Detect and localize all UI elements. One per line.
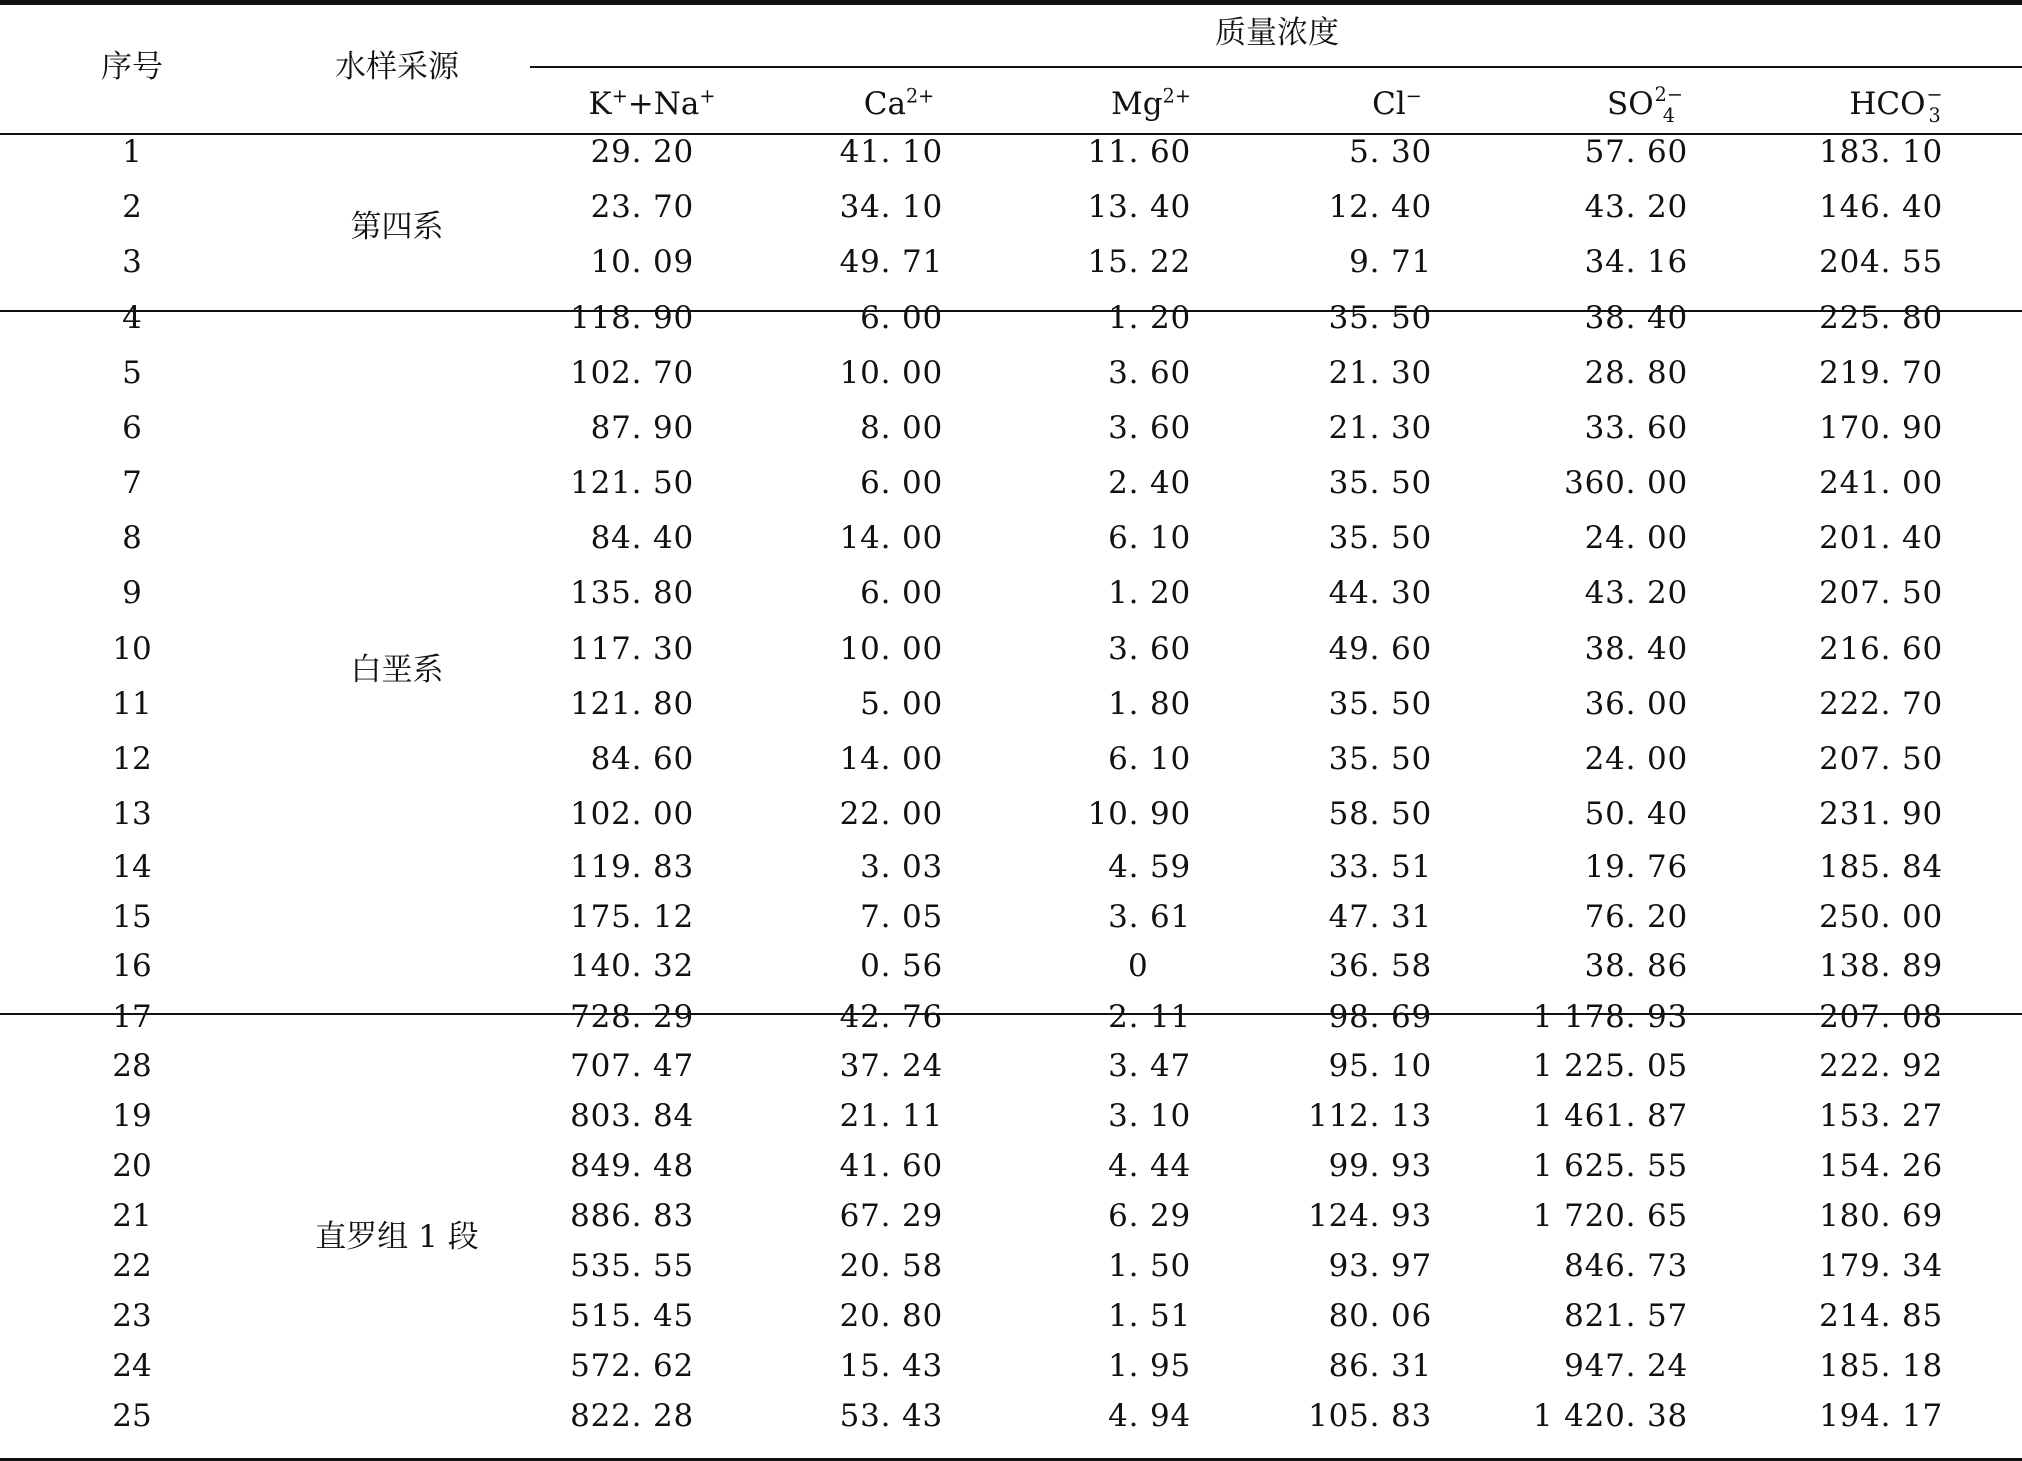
table-cell: 124. 93 bbox=[1308, 1198, 1432, 1234]
table-cell: 1 461. 87 bbox=[1532, 1098, 1688, 1134]
row-number: 28 bbox=[112, 1048, 152, 1084]
row-number: 1 bbox=[122, 134, 142, 170]
table-cell: 20. 80 bbox=[839, 1298, 943, 1334]
row-number: 6 bbox=[122, 410, 142, 446]
table-cell: 3. 60 bbox=[1108, 631, 1191, 667]
table-cell: 24. 00 bbox=[1584, 741, 1688, 777]
table-top-rule bbox=[0, 0, 2022, 5]
table-cell: 34. 10 bbox=[839, 189, 943, 225]
table-cell: 3. 47 bbox=[1108, 1048, 1191, 1084]
table-cell: 41. 10 bbox=[839, 134, 943, 170]
table-cell: 21. 30 bbox=[1328, 410, 1432, 446]
table-cell: 219. 70 bbox=[1819, 355, 1943, 391]
table-cell: 822. 28 bbox=[570, 1398, 694, 1434]
header-ion-k-na: K++Na+ bbox=[588, 84, 716, 122]
table-cell: 207. 50 bbox=[1819, 575, 1943, 611]
table-cell: 24. 00 bbox=[1584, 520, 1688, 556]
row-number: 3 bbox=[122, 244, 142, 280]
table-cell: 13. 40 bbox=[1087, 189, 1191, 225]
table-cell: 102. 70 bbox=[570, 355, 694, 391]
table-cell: 10. 09 bbox=[590, 244, 694, 280]
table-cell: 7. 05 bbox=[860, 899, 943, 935]
group-label-cretaceous: 白垩系 bbox=[350, 652, 444, 688]
table-cell: 3. 61 bbox=[1108, 899, 1191, 935]
table-cell: 93. 97 bbox=[1328, 1248, 1432, 1284]
table-cell: 49. 60 bbox=[1328, 631, 1432, 667]
header-mass-concentration: 质量浓度 bbox=[1215, 15, 1339, 51]
table-cell: 846. 73 bbox=[1564, 1248, 1688, 1284]
table-cell: 35. 50 bbox=[1328, 465, 1432, 501]
table-cell: 38. 86 bbox=[1584, 948, 1688, 984]
table-cell: 121. 50 bbox=[570, 465, 694, 501]
table-cell: 105. 83 bbox=[1308, 1398, 1432, 1434]
row-number: 4 bbox=[122, 300, 142, 336]
table-cell: 43. 20 bbox=[1584, 189, 1688, 225]
table-cell: 112. 13 bbox=[1308, 1098, 1432, 1134]
table-cell: 1. 95 bbox=[1108, 1348, 1191, 1384]
table-cell: 572. 62 bbox=[570, 1348, 694, 1384]
table-cell: 3. 60 bbox=[1108, 355, 1191, 391]
table-cell: 250. 00 bbox=[1819, 899, 1943, 935]
table-cell: 515. 45 bbox=[570, 1298, 694, 1334]
table-cell: 41. 60 bbox=[839, 1148, 943, 1184]
group-divider-1 bbox=[0, 310, 2022, 312]
table-cell: 175. 12 bbox=[570, 899, 694, 935]
row-number: 17 bbox=[112, 999, 152, 1035]
table-cell: 10. 90 bbox=[1087, 796, 1191, 832]
table-cell: 214. 85 bbox=[1819, 1298, 1943, 1334]
table-cell: 194. 17 bbox=[1819, 1398, 1943, 1434]
table-cell: 6. 00 bbox=[860, 575, 943, 611]
table-cell: 3. 60 bbox=[1108, 410, 1191, 446]
table-cell: 67. 29 bbox=[839, 1198, 943, 1234]
table-cell: 138. 89 bbox=[1819, 948, 1943, 984]
table-cell: 1. 80 bbox=[1108, 686, 1191, 722]
table-cell: 185. 84 bbox=[1819, 849, 1943, 885]
table-cell: 225. 80 bbox=[1819, 300, 1943, 336]
table-cell: 121. 80 bbox=[570, 686, 694, 722]
table-cell: 98. 69 bbox=[1328, 999, 1432, 1035]
row-number: 10 bbox=[112, 631, 152, 667]
table-cell: 241. 00 bbox=[1819, 465, 1943, 501]
header-ion-ca: $Ca^{2+}$ bbox=[863, 84, 935, 122]
table-cell: 36. 58 bbox=[1328, 948, 1432, 984]
header-subgroup-rule bbox=[530, 66, 2022, 68]
row-number: 16 bbox=[112, 948, 152, 984]
table-cell: 2. 40 bbox=[1108, 465, 1191, 501]
table-cell: 183. 10 bbox=[1819, 134, 1943, 170]
table-cell: 140. 32 bbox=[570, 948, 694, 984]
table-cell: 216. 60 bbox=[1819, 631, 1943, 667]
row-number: 5 bbox=[122, 355, 142, 391]
table-cell: 185. 18 bbox=[1819, 1348, 1943, 1384]
table-cell: 102. 00 bbox=[570, 796, 694, 832]
table-cell: 0 bbox=[1128, 948, 1149, 984]
header-ion-mg: $Mg^{2+}$ bbox=[1111, 84, 1191, 122]
table-cell: 6. 00 bbox=[860, 300, 943, 336]
table-cell: 34. 16 bbox=[1584, 244, 1688, 280]
table-cell: 6. 29 bbox=[1108, 1198, 1191, 1234]
row-number: 23 bbox=[112, 1298, 152, 1334]
table-cell: 1. 51 bbox=[1108, 1298, 1191, 1334]
table-cell: 1 178. 93 bbox=[1532, 999, 1688, 1035]
table-cell: 1 720. 65 bbox=[1532, 1198, 1688, 1234]
table-cell: 5. 30 bbox=[1349, 134, 1432, 170]
table-cell: 1 225. 05 bbox=[1532, 1048, 1688, 1084]
table-cell: 12. 40 bbox=[1328, 189, 1432, 225]
table-cell: 11. 60 bbox=[1087, 134, 1191, 170]
table-cell: 9. 71 bbox=[1349, 244, 1432, 280]
row-number: 11 bbox=[112, 686, 152, 722]
group-label-quaternary: 第四系 bbox=[350, 209, 444, 245]
table-cell: 1 420. 38 bbox=[1532, 1398, 1688, 1434]
table-cell: 201. 40 bbox=[1819, 520, 1943, 556]
row-number: 25 bbox=[112, 1398, 152, 1434]
table-cell: 170. 90 bbox=[1819, 410, 1943, 446]
table-cell: 1. 20 bbox=[1108, 300, 1191, 336]
table-cell: 87. 90 bbox=[590, 410, 694, 446]
table-cell: 43. 20 bbox=[1584, 575, 1688, 611]
table-cell: 204. 55 bbox=[1819, 244, 1943, 280]
table-cell: 1 625. 55 bbox=[1532, 1148, 1688, 1184]
header-ion-cl: Cl− bbox=[1372, 84, 1422, 122]
table-cell: 1. 20 bbox=[1108, 575, 1191, 611]
table-cell: 50. 40 bbox=[1584, 796, 1688, 832]
table-cell: 95. 10 bbox=[1328, 1048, 1432, 1084]
table-cell: 153. 27 bbox=[1819, 1098, 1943, 1134]
table-cell: 4. 94 bbox=[1108, 1398, 1191, 1434]
table-cell: 6. 10 bbox=[1108, 741, 1191, 777]
header-seq: 序号 bbox=[101, 49, 163, 85]
header-bottom-rule bbox=[0, 133, 2022, 135]
table-cell: 47. 31 bbox=[1328, 899, 1432, 935]
table-cell: 15. 43 bbox=[839, 1348, 943, 1384]
table-cell: 803. 84 bbox=[570, 1098, 694, 1134]
table-cell: 535. 55 bbox=[570, 1248, 694, 1284]
table-cell: 35. 50 bbox=[1328, 741, 1432, 777]
table-cell: 6. 10 bbox=[1108, 520, 1191, 556]
table-cell: 707. 47 bbox=[570, 1048, 694, 1084]
table-cell: 3. 03 bbox=[860, 849, 943, 885]
table-cell: 146. 40 bbox=[1819, 189, 1943, 225]
row-number: 7 bbox=[122, 465, 142, 501]
table-cell: 5. 00 bbox=[860, 686, 943, 722]
table-cell: 29. 20 bbox=[590, 134, 694, 170]
table-cell: 33. 60 bbox=[1584, 410, 1688, 446]
table-cell: 3. 10 bbox=[1108, 1098, 1191, 1134]
table-cell: 118. 90 bbox=[570, 300, 694, 336]
row-number: 15 bbox=[112, 899, 152, 935]
table-cell: 35. 50 bbox=[1328, 520, 1432, 556]
table-cell: 231. 90 bbox=[1819, 796, 1943, 832]
table-cell: 180. 69 bbox=[1819, 1198, 1943, 1234]
row-number: 19 bbox=[112, 1098, 152, 1134]
row-number: 13 bbox=[112, 796, 152, 832]
header-ion-so4: SO 2− 4 bbox=[1607, 83, 1683, 127]
table-cell: 360. 00 bbox=[1564, 465, 1688, 501]
row-number: 24 bbox=[112, 1348, 152, 1384]
row-number: 21 bbox=[112, 1198, 152, 1234]
table-cell: 4. 44 bbox=[1108, 1148, 1191, 1184]
table-cell: 33. 51 bbox=[1328, 849, 1432, 885]
header-ion-hco3: HCO − 3 bbox=[1849, 83, 1943, 127]
table-cell: 222. 92 bbox=[1819, 1048, 1943, 1084]
table-cell: 947. 24 bbox=[1564, 1348, 1688, 1384]
table-cell: 86. 31 bbox=[1328, 1348, 1432, 1384]
table-cell: 4. 59 bbox=[1108, 849, 1191, 885]
table-cell: 58. 50 bbox=[1328, 796, 1432, 832]
table-cell: 99. 93 bbox=[1328, 1148, 1432, 1184]
table-cell: 28. 80 bbox=[1584, 355, 1688, 391]
table-cell: 14. 00 bbox=[839, 741, 943, 777]
table-cell: 10. 00 bbox=[839, 355, 943, 391]
table-cell: 886. 83 bbox=[570, 1198, 694, 1234]
table-cell: 53. 43 bbox=[839, 1398, 943, 1434]
table-cell: 21. 30 bbox=[1328, 355, 1432, 391]
table-cell: 14. 00 bbox=[839, 520, 943, 556]
row-number: 12 bbox=[112, 741, 152, 777]
table-cell: 8. 00 bbox=[860, 410, 943, 446]
row-number: 22 bbox=[112, 1248, 152, 1284]
table-cell: 57. 60 bbox=[1584, 134, 1688, 170]
table-cell: 42. 76 bbox=[839, 999, 943, 1035]
row-number: 2 bbox=[122, 189, 142, 225]
table-cell: 1. 50 bbox=[1108, 1248, 1191, 1284]
table-cell: 44. 30 bbox=[1328, 575, 1432, 611]
table-cell: 179. 34 bbox=[1819, 1248, 1943, 1284]
table-cell: 728. 29 bbox=[570, 999, 694, 1035]
group-label-zhiluo-1: 直罗组 1 段 bbox=[315, 1219, 479, 1255]
table-cell: 80. 06 bbox=[1328, 1298, 1432, 1334]
table-cell: 84. 40 bbox=[590, 520, 694, 556]
table-cell: 10. 00 bbox=[839, 631, 943, 667]
table-cell: 76. 20 bbox=[1584, 899, 1688, 935]
table-cell: 19. 76 bbox=[1584, 849, 1688, 885]
table-cell: 117. 30 bbox=[570, 631, 694, 667]
row-number: 20 bbox=[112, 1148, 152, 1184]
table-cell: 38. 40 bbox=[1584, 631, 1688, 667]
table-cell: 2. 11 bbox=[1108, 999, 1191, 1035]
table-cell: 35. 50 bbox=[1328, 686, 1432, 722]
table-cell: 6. 00 bbox=[860, 465, 943, 501]
table-cell: 49. 71 bbox=[839, 244, 943, 280]
row-number: 9 bbox=[122, 575, 142, 611]
table-cell: 84. 60 bbox=[590, 741, 694, 777]
table-cell: 821. 57 bbox=[1564, 1298, 1688, 1334]
table-cell: 21. 11 bbox=[839, 1098, 943, 1134]
table-cell: 119. 83 bbox=[570, 849, 694, 885]
table-cell: 15. 22 bbox=[1087, 244, 1191, 280]
table-cell: 35. 50 bbox=[1328, 300, 1432, 336]
table-cell: 0. 56 bbox=[860, 948, 943, 984]
table-cell: 23. 70 bbox=[590, 189, 694, 225]
table-cell: 207. 08 bbox=[1819, 999, 1943, 1035]
table-cell: 222. 70 bbox=[1819, 686, 1943, 722]
table-cell: 154. 26 bbox=[1819, 1148, 1943, 1184]
table-cell: 38. 40 bbox=[1584, 300, 1688, 336]
header-source: 水样采源 bbox=[335, 49, 459, 85]
table-cell: 207. 50 bbox=[1819, 741, 1943, 777]
table-cell: 849. 48 bbox=[570, 1148, 694, 1184]
table-cell: 20. 58 bbox=[839, 1248, 943, 1284]
group-divider-2 bbox=[0, 1013, 2022, 1015]
row-number: 8 bbox=[122, 520, 142, 556]
table-cell: 22. 00 bbox=[839, 796, 943, 832]
table-cell: 37. 24 bbox=[839, 1048, 943, 1084]
table-cell: 36. 00 bbox=[1584, 686, 1688, 722]
table-cell: 135. 80 bbox=[570, 575, 694, 611]
row-number: 14 bbox=[112, 849, 152, 885]
